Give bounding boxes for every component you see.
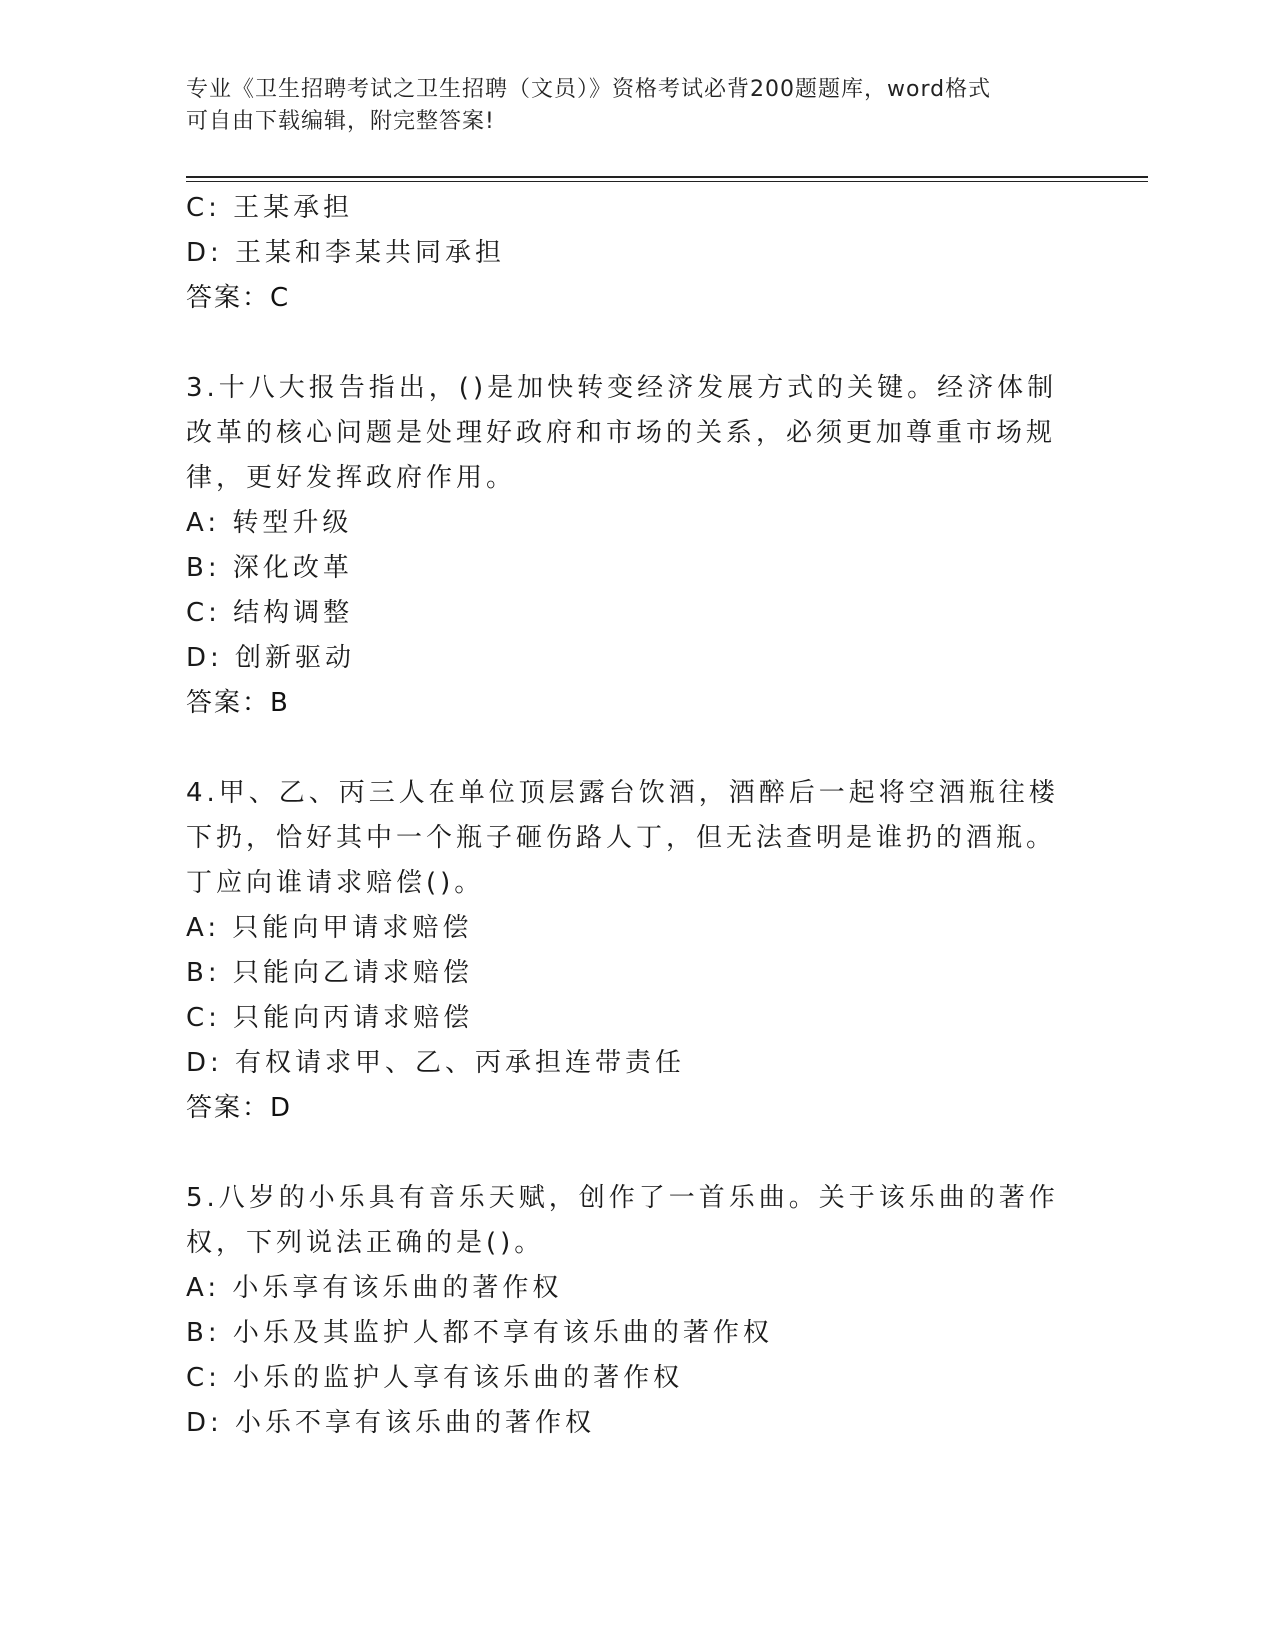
answer-line: 答案：D: [186, 1093, 293, 1123]
answer-line: 答案：B: [186, 688, 290, 718]
option-d: D: 有权请求甲、乙、丙承担连带责任: [186, 1048, 686, 1078]
question-stem: 3.十八大报告指出，()是加快转变经济发展方式的关键。经济体制改革的核心问题是处理好政府和市场的关系，必须更加尊重市场规律，更好发挥政府作用。: [186, 373, 1058, 493]
question-stem: 5.八岁的小乐具有音乐天赋，创作了一首乐曲。关于该乐曲的著作权，下列说法正确的是()。: [186, 1183, 1059, 1258]
option-c: C: 结构调整: [186, 598, 354, 628]
option-a: A: 转型升级: [186, 508, 353, 538]
option-c: C: 小乐的监护人享有该乐曲的著作权: [186, 1363, 684, 1393]
option-a: A: 只能向甲请求赔偿: [186, 913, 473, 943]
answer-line: 答案：C: [186, 283, 291, 313]
option-b: B: 小乐及其监护人都不享有该乐曲的著作权: [186, 1318, 773, 1348]
option-c: C: 王某承担: [186, 193, 354, 223]
option-d: D: 创新驱动: [186, 643, 356, 673]
question-4: [186, 771, 1066, 1131]
option-b: B: 深化改革: [186, 553, 353, 583]
option-d: D: 小乐不享有该乐曲的著作权: [186, 1408, 596, 1438]
question-list: [186, 186, 1066, 1446]
question-3: [186, 366, 1066, 726]
option-c: C: 只能向丙请求赔偿: [186, 1003, 474, 1033]
spacer: [186, 1131, 1066, 1176]
header-title-line1: 专业《卫生招聘考试之卫生招聘（文员）》资格考试必背200题题库，word格式: [186, 77, 992, 102]
question-2-tail: [186, 186, 1066, 321]
header-title-line2: 可自由下载编辑，附完整答案!: [186, 109, 495, 134]
page-header: [186, 74, 1066, 138]
option-a: A: 小乐享有该乐曲的著作权: [186, 1273, 563, 1303]
option-d: D: 王某和李某共同承担: [186, 238, 506, 268]
question-5: [186, 1176, 1066, 1446]
spacer: [186, 321, 1066, 366]
spacer: [186, 726, 1066, 771]
header-divider: [186, 176, 1148, 182]
option-b: B: 只能向乙请求赔偿: [186, 958, 473, 988]
question-stem: 4.甲、乙、丙三人在单位顶层露台饮酒，酒醉后一起将空酒瓶往楼下扔，恰好其中一个瓶子砸伤路人丁，但无法查明是谁扔的酒瓶。丁应向谁请求赔偿()。: [186, 778, 1059, 898]
